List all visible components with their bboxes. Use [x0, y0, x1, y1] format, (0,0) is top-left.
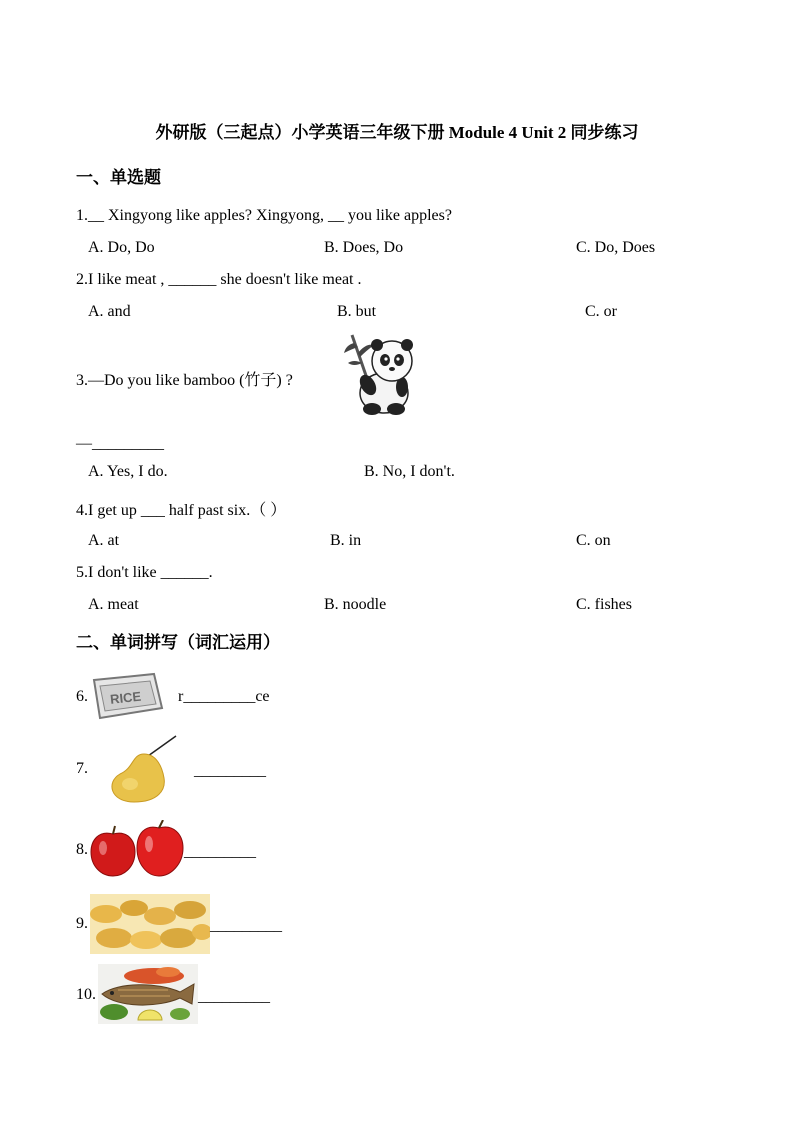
question-7-number: 7. [76, 760, 88, 777]
question-8-number: 8. [76, 841, 88, 858]
question-2-option-a[interactable]: A. and [88, 303, 131, 320]
question-3-option-a[interactable]: A. Yes, I do. [88, 463, 168, 480]
question-1-option-c[interactable]: C. Do, Does [576, 239, 656, 256]
apples-image [89, 820, 185, 878]
question-5-option-c[interactable]: C. fishes [576, 596, 632, 613]
question-3-stem: 3.—Do you like bamboo (竹子) ? [76, 372, 293, 389]
svg-text:RICE: RICE [109, 688, 142, 707]
question-1-option-b[interactable]: B. Does, Do [324, 239, 404, 256]
question-10-blank[interactable]: _________ [198, 988, 270, 1005]
question-3-answer-line: —_________ [76, 435, 164, 452]
section-heading-spelling: 二、单词拼写（词汇运用） [76, 633, 280, 652]
question-5-option-b[interactable]: B. noodle [324, 596, 387, 613]
section-heading-single-choice: 一、单选题 [76, 168, 161, 187]
ginger-image [90, 894, 210, 954]
question-6-number: 6. [76, 688, 88, 705]
question-2-option-c[interactable]: C. or [585, 303, 617, 320]
question-4-option-b[interactable]: B. in [330, 532, 362, 549]
question-2-option-b[interactable]: B. but [337, 303, 377, 320]
question-8-blank[interactable]: _________ [184, 843, 256, 860]
panda-image [344, 333, 418, 417]
question-2-stem: 2.I like meat , ______ she doesn't like meat . [76, 271, 362, 288]
question-10-number: 10. [76, 986, 96, 1003]
question-9-blank[interactable]: _________ [210, 917, 282, 934]
question-4-stem: 4.I get up ___ half past six.（ ） [76, 502, 287, 519]
question-5-stem: 5.I don't like ______. [76, 564, 213, 581]
question-1-option-a[interactable]: A. Do, Do [88, 239, 155, 256]
question-6-blank[interactable]: r_________ce [178, 688, 270, 705]
fish-dish-image [98, 964, 198, 1024]
question-3-option-b[interactable]: B. No, I don't. [364, 463, 455, 480]
question-9-number: 9. [76, 915, 88, 932]
pear-image [104, 734, 180, 804]
question-5-option-a[interactable]: A. meat [88, 596, 139, 613]
question-1-stem: 1.__ Xingyong like apples? Xingyong, __ you like apples? [76, 207, 452, 224]
rice-package-image [90, 672, 166, 722]
question-4-option-a[interactable]: A. at [88, 532, 120, 549]
question-4-option-c[interactable]: C. on [576, 532, 611, 549]
page-title: 外研版（三起点）小学英语三年级下册 Module 4 Unit 2 同步练习 [155, 123, 639, 142]
question-7-blank[interactable]: _________ [194, 762, 266, 779]
